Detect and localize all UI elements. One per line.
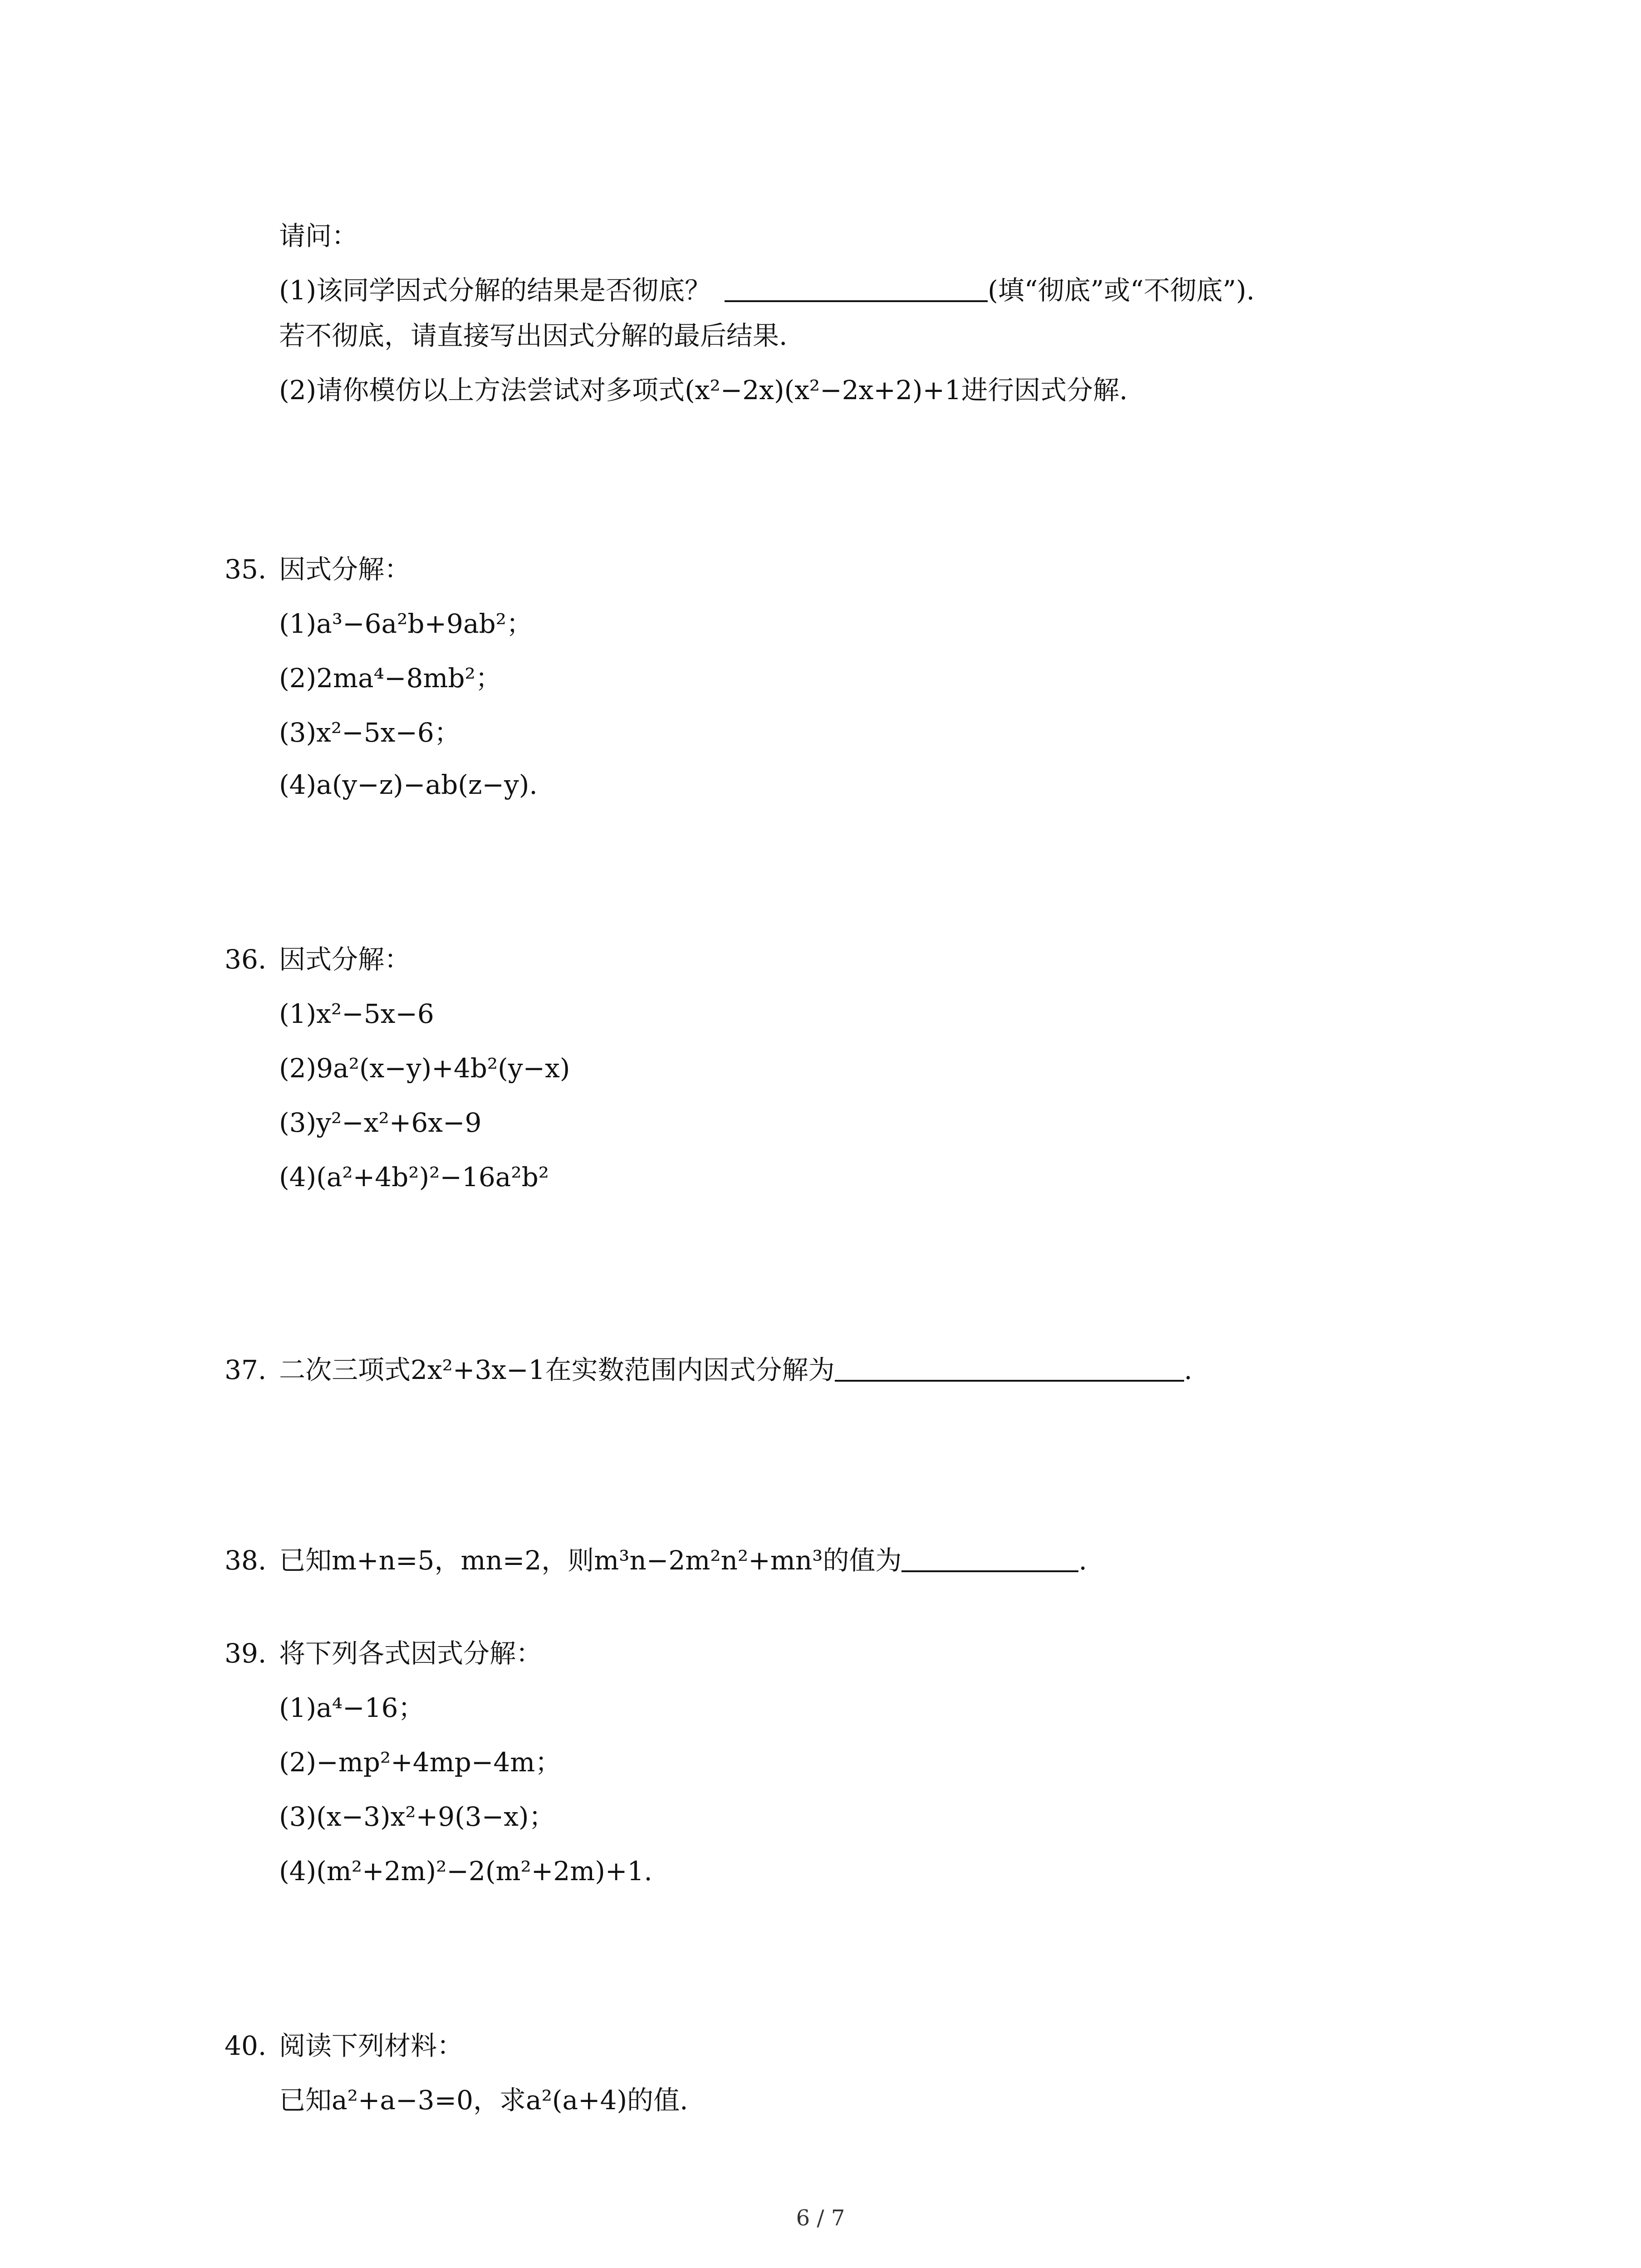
question-number-37: 37. [225, 1354, 267, 1385]
prev-question-prompt: 请问： [279, 220, 358, 251]
prev-subquestion-1 [279, 272, 1254, 308]
question-39-item-3: (3)(x−3)x²+9(3−x)； [279, 1801, 555, 1832]
answer-blank[interactable] [901, 1543, 1078, 1572]
question-36-title: 因式分解： [279, 944, 411, 975]
question-38 [279, 1542, 1087, 1579]
question-38-text: 已知m+n=5，mn=2，则m³n−2m²n²+mn³的值为 [279, 1545, 902, 1576]
question-36-item-2: (2)9a²(x−y)+4b²(y−x) [279, 1053, 570, 1084]
question-35-item-4: (4)a(y−z)−ab(z−y). [279, 769, 538, 800]
question-35-item-3: (3)x²−5x−6； [279, 717, 460, 748]
question-35-item-2: (2)2ma⁴−8mb²； [279, 663, 502, 694]
question-37-end: . [1184, 1354, 1193, 1385]
question-37 [279, 1352, 1192, 1388]
question-36-item-4: (4)(a²+4b²)²−16a²b² [279, 1162, 549, 1193]
question-number-38: 38. [225, 1545, 267, 1576]
question-number-36: 36. [225, 944, 267, 975]
answer-blank[interactable] [835, 1353, 1184, 1382]
prev-subquestion-1-text: (1)该同学因式分解的结果是否彻底？ [279, 275, 711, 306]
page-number: 6 / 7 [796, 2205, 845, 2231]
question-35-item-1: (1)a³−6a²b+9ab²； [279, 608, 533, 639]
question-number-39: 39. [225, 1638, 267, 1669]
question-number-35: 35. [225, 554, 267, 585]
answer-blank[interactable] [725, 273, 988, 302]
question-39-item-4: (4)(m²+2m)²−2(m²+2m)+1. [279, 1856, 652, 1887]
question-number-40: 40. [225, 2030, 267, 2061]
prev-subquestion-2: (2)请你模仿以上方法尝试对多项式(x²−2x)(x²−2x+2)+1进行因式分解. [279, 375, 1128, 406]
prev-subquestion-1-followup: 若不彻底，请直接写出因式分解的最后结果. [279, 320, 788, 351]
question-38-end: . [1078, 1545, 1087, 1576]
question-37-text: 二次三项式2x²+3x−1在实数范围内因式分解为 [279, 1354, 835, 1385]
prev-subquestion-1-hint: (填“彻底”或“不彻底”). [988, 275, 1255, 306]
question-39-item-2: (2)−mp²+4mp−4m； [279, 1747, 562, 1778]
question-35-title: 因式分解： [279, 554, 411, 585]
question-36-item-1: (1)x²−5x−6 [279, 998, 434, 1029]
question-36-item-3: (3)y²−x²+6x−9 [279, 1107, 482, 1138]
question-39-item-1: (1)a⁴−16； [279, 1692, 425, 1723]
question-39-title: 将下列各式因式分解： [279, 1638, 543, 1669]
question-40-item-1: 已知a²+a−3=0，求a²(a+4)的值. [279, 2085, 688, 2116]
question-40-title: 阅读下列材料： [279, 2030, 464, 2061]
